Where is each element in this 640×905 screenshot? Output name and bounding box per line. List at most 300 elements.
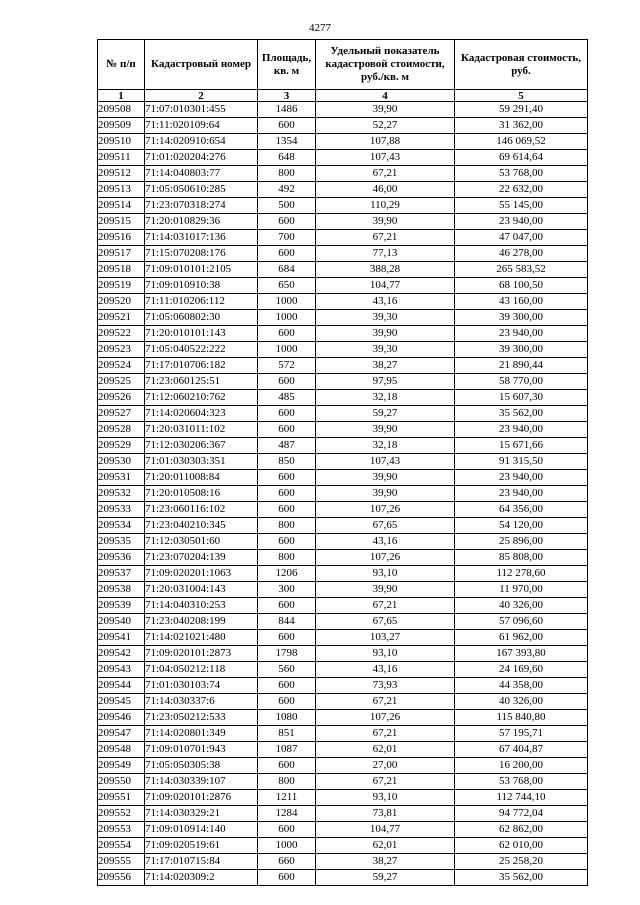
area-cell: 650 bbox=[258, 278, 316, 294]
area-cell: 572 bbox=[258, 358, 316, 374]
table-row bbox=[98, 374, 588, 390]
cadastral-value-table bbox=[97, 39, 588, 886]
area-cell: 684 bbox=[258, 262, 316, 278]
table-row bbox=[98, 358, 588, 374]
row-number-cell: 209547 bbox=[98, 726, 145, 742]
table-row bbox=[98, 694, 588, 710]
area-cell: 600 bbox=[258, 374, 316, 390]
cadastral-value-cell: 58 770,00 bbox=[455, 374, 588, 390]
area-cell: 648 bbox=[258, 150, 316, 166]
cadastral-value-cell: 11 970,00 bbox=[455, 582, 588, 598]
area-cell: 600 bbox=[258, 118, 316, 134]
cadastral-value-cell: 54 120,00 bbox=[455, 518, 588, 534]
cadastral-value-cell: 40 326,00 bbox=[455, 598, 588, 614]
table-row bbox=[98, 390, 588, 406]
row-number-cell: 209540 bbox=[98, 614, 145, 630]
unit-value-cell: 62,01 bbox=[316, 742, 455, 758]
unit-value-cell: 43,16 bbox=[316, 294, 455, 310]
area-cell: 1211 bbox=[258, 790, 316, 806]
row-number-cell: 209535 bbox=[98, 534, 145, 550]
area-cell: 660 bbox=[258, 854, 316, 870]
row-number-cell: 209511 bbox=[98, 150, 145, 166]
table-row bbox=[98, 454, 588, 470]
row-number-cell: 209527 bbox=[98, 406, 145, 422]
area-cell: 700 bbox=[258, 230, 316, 246]
row-number-cell: 209509 bbox=[98, 118, 145, 134]
unit-value-cell: 67,21 bbox=[316, 166, 455, 182]
unit-value-cell: 104,77 bbox=[316, 278, 455, 294]
row-number-cell: 209529 bbox=[98, 438, 145, 454]
table-row bbox=[98, 566, 588, 582]
cadastral-value-cell: 53 768,00 bbox=[455, 774, 588, 790]
table-row bbox=[98, 582, 588, 598]
area-cell: 600 bbox=[258, 534, 316, 550]
area-cell: 1798 bbox=[258, 646, 316, 662]
unit-value-cell: 38,27 bbox=[316, 358, 455, 374]
unit-value-cell: 67,21 bbox=[316, 230, 455, 246]
unit-value-cell: 67,21 bbox=[316, 774, 455, 790]
row-number-cell: 209545 bbox=[98, 694, 145, 710]
cadastral-number-cell: 71:04:050212:118 bbox=[145, 662, 258, 678]
row-number-cell: 209521 bbox=[98, 310, 145, 326]
cadastral-number-cell: 71:12:060210:762 bbox=[145, 390, 258, 406]
area-cell: 500 bbox=[258, 198, 316, 214]
cadastral-number-cell: 71:14:030339:107 bbox=[145, 774, 258, 790]
table-row bbox=[98, 214, 588, 230]
cadastral-number-cell: 71:12:030206:367 bbox=[145, 438, 258, 454]
row-number-cell: 209549 bbox=[98, 758, 145, 774]
row-number-cell: 209550 bbox=[98, 774, 145, 790]
row-number-cell: 209524 bbox=[98, 358, 145, 374]
area-cell: 600 bbox=[258, 326, 316, 342]
unit-value-cell: 39,90 bbox=[316, 470, 455, 486]
header-cadastral-value: Кадастровая стоимость, руб. bbox=[455, 40, 588, 90]
unit-value-cell: 59,27 bbox=[316, 870, 455, 886]
row-number-cell: 209519 bbox=[98, 278, 145, 294]
row-number-cell: 209538 bbox=[98, 582, 145, 598]
row-number-cell: 209548 bbox=[98, 742, 145, 758]
row-number-cell: 209512 bbox=[98, 166, 145, 182]
unit-value-cell: 93,10 bbox=[316, 646, 455, 662]
table-row bbox=[98, 534, 588, 550]
area-cell: 600 bbox=[258, 406, 316, 422]
table-row bbox=[98, 470, 588, 486]
cadastral-value-cell: 112 744,10 bbox=[455, 790, 588, 806]
table-row bbox=[98, 422, 588, 438]
table-row bbox=[98, 854, 588, 870]
table-row bbox=[98, 742, 588, 758]
cadastral-number-cell: 71:07:010301:455 bbox=[145, 102, 258, 118]
cadastral-number-cell: 71:14:030337:6 bbox=[145, 694, 258, 710]
row-number-cell: 209520 bbox=[98, 294, 145, 310]
unit-value-cell: 32,18 bbox=[316, 438, 455, 454]
cadastral-value-cell: 39 300,00 bbox=[455, 310, 588, 326]
area-cell: 600 bbox=[258, 246, 316, 262]
unit-value-cell: 93,10 bbox=[316, 790, 455, 806]
area-cell: 800 bbox=[258, 518, 316, 534]
unit-value-cell: 39,30 bbox=[316, 310, 455, 326]
cadastral-number-cell: 71:05:040522:222 bbox=[145, 342, 258, 358]
table-row bbox=[98, 630, 588, 646]
cadastral-number-cell: 71:20:010508:16 bbox=[145, 486, 258, 502]
cadastral-value-cell: 15 607,30 bbox=[455, 390, 588, 406]
area-cell: 600 bbox=[258, 486, 316, 502]
table-row bbox=[98, 710, 588, 726]
cadastral-number-cell: 71:11:010206:112 bbox=[145, 294, 258, 310]
table-row bbox=[98, 870, 588, 886]
row-number-cell: 209536 bbox=[98, 550, 145, 566]
cadastral-number-cell: 71:09:010101:2105 bbox=[145, 262, 258, 278]
table-row bbox=[98, 262, 588, 278]
cadastral-number-cell: 71:09:010701:943 bbox=[145, 742, 258, 758]
row-number-cell: 209553 bbox=[98, 822, 145, 838]
area-cell: 1000 bbox=[258, 342, 316, 358]
area-cell: 600 bbox=[258, 630, 316, 646]
row-number-cell: 209533 bbox=[98, 502, 145, 518]
table-row bbox=[98, 294, 588, 310]
row-number-cell: 209514 bbox=[98, 198, 145, 214]
table-row bbox=[98, 134, 588, 150]
cadastral-value-cell: 21 890,44 bbox=[455, 358, 588, 374]
unit-value-cell: 107,43 bbox=[316, 454, 455, 470]
cadastral-number-cell: 71:14:040310:253 bbox=[145, 598, 258, 614]
row-number-cell: 209551 bbox=[98, 790, 145, 806]
area-cell: 800 bbox=[258, 550, 316, 566]
cadastral-value-cell: 23 940,00 bbox=[455, 326, 588, 342]
cadastral-value-cell: 23 940,00 bbox=[455, 422, 588, 438]
cadastral-value-cell: 44 358,00 bbox=[455, 678, 588, 694]
cadastral-number-cell: 71:09:020201:1063 bbox=[145, 566, 258, 582]
table-row bbox=[98, 102, 588, 118]
table-row bbox=[98, 662, 588, 678]
cadastral-number-cell: 71:05:060802:30 bbox=[145, 310, 258, 326]
column-number: 2 bbox=[145, 90, 258, 102]
cadastral-value-cell: 35 562,00 bbox=[455, 870, 588, 886]
table-row bbox=[98, 838, 588, 854]
cadastral-number-cell: 71:01:030303:351 bbox=[145, 454, 258, 470]
cadastral-value-cell: 25 258,20 bbox=[455, 854, 588, 870]
unit-value-cell: 46,00 bbox=[316, 182, 455, 198]
row-number-cell: 209552 bbox=[98, 806, 145, 822]
cadastral-number-cell: 71:14:020309:2 bbox=[145, 870, 258, 886]
cadastral-number-cell: 71:14:021021:480 bbox=[145, 630, 258, 646]
row-number-cell: 209508 bbox=[98, 102, 145, 118]
row-number-cell: 209542 bbox=[98, 646, 145, 662]
cadastral-value-cell: 62 010,00 bbox=[455, 838, 588, 854]
cadastral-number-cell: 71:23:060116:102 bbox=[145, 502, 258, 518]
table-row bbox=[98, 118, 588, 134]
cadastral-number-cell: 71:23:040210:345 bbox=[145, 518, 258, 534]
area-cell: 600 bbox=[258, 470, 316, 486]
cadastral-value-cell: 23 940,00 bbox=[455, 214, 588, 230]
cadastral-value-cell: 112 278,60 bbox=[455, 566, 588, 582]
cadastral-value-cell: 67 404,87 bbox=[455, 742, 588, 758]
unit-value-cell: 43,16 bbox=[316, 534, 455, 550]
row-number-cell: 209537 bbox=[98, 566, 145, 582]
area-cell: 600 bbox=[258, 694, 316, 710]
cadastral-value-cell: 31 362,00 bbox=[455, 118, 588, 134]
column-number: 4 bbox=[316, 90, 455, 102]
area-cell: 1284 bbox=[258, 806, 316, 822]
area-cell: 600 bbox=[258, 214, 316, 230]
column-number: 3 bbox=[258, 90, 316, 102]
unit-value-cell: 67,65 bbox=[316, 518, 455, 534]
cadastral-number-cell: 71:09:010914:140 bbox=[145, 822, 258, 838]
table-body bbox=[98, 102, 588, 886]
unit-value-cell: 67,21 bbox=[316, 598, 455, 614]
unit-value-cell: 73,81 bbox=[316, 806, 455, 822]
unit-value-cell: 52,27 bbox=[316, 118, 455, 134]
cadastral-value-cell: 62 862,00 bbox=[455, 822, 588, 838]
unit-value-cell: 39,90 bbox=[316, 326, 455, 342]
cadastral-number-cell: 71:17:010715:84 bbox=[145, 854, 258, 870]
unit-value-cell: 107,26 bbox=[316, 502, 455, 518]
column-number: 1 bbox=[98, 90, 145, 102]
area-cell: 600 bbox=[258, 758, 316, 774]
unit-value-cell: 67,21 bbox=[316, 726, 455, 742]
area-cell: 487 bbox=[258, 438, 316, 454]
table-row bbox=[98, 678, 588, 694]
unit-value-cell: 388,28 bbox=[316, 262, 455, 278]
row-number-cell: 209539 bbox=[98, 598, 145, 614]
table-row bbox=[98, 758, 588, 774]
row-number-cell: 209541 bbox=[98, 630, 145, 646]
cadastral-value-cell: 59 291,40 bbox=[455, 102, 588, 118]
area-cell: 800 bbox=[258, 166, 316, 182]
cadastral-value-cell: 23 940,00 bbox=[455, 486, 588, 502]
unit-value-cell: 39,90 bbox=[316, 582, 455, 598]
area-cell: 1486 bbox=[258, 102, 316, 118]
cadastral-value-cell: 68 100,50 bbox=[455, 278, 588, 294]
unit-value-cell: 110,29 bbox=[316, 198, 455, 214]
row-number-cell: 209534 bbox=[98, 518, 145, 534]
cadastral-number-cell: 71:20:010829:36 bbox=[145, 214, 258, 230]
unit-value-cell: 62,01 bbox=[316, 838, 455, 854]
cadastral-number-cell: 71:14:040803:77 bbox=[145, 166, 258, 182]
unit-value-cell: 67,65 bbox=[316, 614, 455, 630]
row-number-cell: 209528 bbox=[98, 422, 145, 438]
page-number: 4277 bbox=[309, 22, 331, 34]
cadastral-number-cell: 71:20:010101:143 bbox=[145, 326, 258, 342]
area-cell: 800 bbox=[258, 774, 316, 790]
area-cell: 485 bbox=[258, 390, 316, 406]
cadastral-number-cell: 71:05:050610:285 bbox=[145, 182, 258, 198]
cadastral-number-cell: 71:17:010706:182 bbox=[145, 358, 258, 374]
table-row bbox=[98, 278, 588, 294]
area-cell: 1000 bbox=[258, 294, 316, 310]
cadastral-value-cell: 146 069,52 bbox=[455, 134, 588, 150]
column-number: 5 bbox=[455, 90, 588, 102]
table-row bbox=[98, 198, 588, 214]
cadastral-value-cell: 57 195,71 bbox=[455, 726, 588, 742]
table-row bbox=[98, 614, 588, 630]
table-row bbox=[98, 406, 588, 422]
row-number-cell: 209510 bbox=[98, 134, 145, 150]
row-number-cell: 209518 bbox=[98, 262, 145, 278]
row-number-cell: 209555 bbox=[98, 854, 145, 870]
unit-value-cell: 38,27 bbox=[316, 854, 455, 870]
area-cell: 1000 bbox=[258, 310, 316, 326]
unit-value-cell: 39,90 bbox=[316, 486, 455, 502]
cadastral-number-cell: 71:20:011008:84 bbox=[145, 470, 258, 486]
area-cell: 1087 bbox=[258, 742, 316, 758]
table-row bbox=[98, 326, 588, 342]
cadastral-value-cell: 47 047,00 bbox=[455, 230, 588, 246]
cadastral-number-cell: 71:01:030103:74 bbox=[145, 678, 258, 694]
unit-value-cell: 107,26 bbox=[316, 710, 455, 726]
row-number-cell: 209532 bbox=[98, 486, 145, 502]
table-row bbox=[98, 486, 588, 502]
row-number-cell: 209546 bbox=[98, 710, 145, 726]
cadastral-value-cell: 69 614,64 bbox=[455, 150, 588, 166]
table-row bbox=[98, 550, 588, 566]
row-number-cell: 209513 bbox=[98, 182, 145, 198]
table-row bbox=[98, 774, 588, 790]
unit-value-cell: 27,00 bbox=[316, 758, 455, 774]
cadastral-number-cell: 71:20:031011:102 bbox=[145, 422, 258, 438]
row-number-cell: 209544 bbox=[98, 678, 145, 694]
table-row bbox=[98, 166, 588, 182]
table-header bbox=[98, 40, 588, 102]
header-unit-value: Удельный показатель кадастровой стоимости, руб./кв. м bbox=[316, 40, 455, 90]
cadastral-number-cell: 71:14:031017:136 bbox=[145, 230, 258, 246]
area-cell: 300 bbox=[258, 582, 316, 598]
cadastral-value-cell: 25 896,00 bbox=[455, 534, 588, 550]
cadastral-number-cell: 71:23:040208:199 bbox=[145, 614, 258, 630]
area-cell: 492 bbox=[258, 182, 316, 198]
area-cell: 1354 bbox=[258, 134, 316, 150]
row-number-cell: 209515 bbox=[98, 214, 145, 230]
area-cell: 1206 bbox=[258, 566, 316, 582]
table-row bbox=[98, 790, 588, 806]
column-number-row bbox=[98, 90, 588, 102]
row-number-cell: 209526 bbox=[98, 390, 145, 406]
row-number-cell: 209525 bbox=[98, 374, 145, 390]
table-row bbox=[98, 806, 588, 822]
cadastral-value-cell: 24 169,60 bbox=[455, 662, 588, 678]
cadastral-value-cell: 15 671,66 bbox=[455, 438, 588, 454]
area-cell: 850 bbox=[258, 454, 316, 470]
table-row bbox=[98, 438, 588, 454]
cadastral-value-cell: 43 160,00 bbox=[455, 294, 588, 310]
cadastral-number-cell: 71:09:020101:2873 bbox=[145, 646, 258, 662]
cadastral-number-cell: 71:20:031004:143 bbox=[145, 582, 258, 598]
cadastral-value-cell: 16 200,00 bbox=[455, 758, 588, 774]
unit-value-cell: 43,16 bbox=[316, 662, 455, 678]
unit-value-cell: 73,93 bbox=[316, 678, 455, 694]
row-number-cell: 209516 bbox=[98, 230, 145, 246]
unit-value-cell: 59,27 bbox=[316, 406, 455, 422]
cadastral-number-cell: 71:11:020109:64 bbox=[145, 118, 258, 134]
table-row bbox=[98, 182, 588, 198]
unit-value-cell: 103,27 bbox=[316, 630, 455, 646]
cadastral-value-cell: 53 768,00 bbox=[455, 166, 588, 182]
area-cell: 600 bbox=[258, 870, 316, 886]
cadastral-number-cell: 71:23:070204:139 bbox=[145, 550, 258, 566]
cadastral-value-cell: 115 840,80 bbox=[455, 710, 588, 726]
area-cell: 851 bbox=[258, 726, 316, 742]
row-number-cell: 209556 bbox=[98, 870, 145, 886]
table-row bbox=[98, 150, 588, 166]
cadastral-number-cell: 71:15:070208:176 bbox=[145, 246, 258, 262]
unit-value-cell: 107,26 bbox=[316, 550, 455, 566]
cadastral-value-cell: 46 278,00 bbox=[455, 246, 588, 262]
unit-value-cell: 77,13 bbox=[316, 246, 455, 262]
cadastral-value-cell: 91 315,50 bbox=[455, 454, 588, 470]
cadastral-number-cell: 71:05:050305:38 bbox=[145, 758, 258, 774]
table-row bbox=[98, 598, 588, 614]
cadastral-value-cell: 22 632,00 bbox=[455, 182, 588, 198]
area-cell: 600 bbox=[258, 678, 316, 694]
unit-value-cell: 67,21 bbox=[316, 694, 455, 710]
unit-value-cell: 104,77 bbox=[316, 822, 455, 838]
header-cadastral-number: Кадастровый номер bbox=[145, 40, 258, 90]
cadastral-number-cell: 71:14:020604:323 bbox=[145, 406, 258, 422]
row-number-cell: 209523 bbox=[98, 342, 145, 358]
cadastral-value-cell: 55 145,00 bbox=[455, 198, 588, 214]
row-number-cell: 209531 bbox=[98, 470, 145, 486]
header-area: Площадь, кв. м bbox=[258, 40, 316, 90]
cadastral-number-cell: 71:14:030329:21 bbox=[145, 806, 258, 822]
area-cell: 560 bbox=[258, 662, 316, 678]
table-row bbox=[98, 246, 588, 262]
cadastral-value-cell: 64 356,00 bbox=[455, 502, 588, 518]
row-number-cell: 209530 bbox=[98, 454, 145, 470]
cadastral-number-cell: 71:23:060125:51 bbox=[145, 374, 258, 390]
table-row bbox=[98, 646, 588, 662]
cadastral-number-cell: 71:09:020519:61 bbox=[145, 838, 258, 854]
row-number-cell: 209554 bbox=[98, 838, 145, 854]
unit-value-cell: 93,10 bbox=[316, 566, 455, 582]
cadastral-value-cell: 35 562,00 bbox=[455, 406, 588, 422]
cadastral-value-cell: 94 772,04 bbox=[455, 806, 588, 822]
cadastral-value-cell: 40 326,00 bbox=[455, 694, 588, 710]
cadastral-value-cell: 61 962,00 bbox=[455, 630, 588, 646]
table-row bbox=[98, 518, 588, 534]
cadastral-number-cell: 71:14:020801:349 bbox=[145, 726, 258, 742]
unit-value-cell: 107,43 bbox=[316, 150, 455, 166]
unit-value-cell: 32,18 bbox=[316, 390, 455, 406]
area-cell: 1000 bbox=[258, 838, 316, 854]
cadastral-value-cell: 85 808,00 bbox=[455, 550, 588, 566]
cadastral-number-cell: 71:09:010910:38 bbox=[145, 278, 258, 294]
table-row bbox=[98, 230, 588, 246]
row-number-cell: 209517 bbox=[98, 246, 145, 262]
table-row bbox=[98, 342, 588, 358]
header-row-number: № п/п bbox=[98, 40, 145, 90]
cadastral-value-cell: 39 300,00 bbox=[455, 342, 588, 358]
unit-value-cell: 39,30 bbox=[316, 342, 455, 358]
unit-value-cell: 107,88 bbox=[316, 134, 455, 150]
row-number-cell: 209543 bbox=[98, 662, 145, 678]
unit-value-cell: 39,90 bbox=[316, 214, 455, 230]
header-row bbox=[98, 40, 588, 90]
row-number-cell: 209522 bbox=[98, 326, 145, 342]
cadastral-number-cell: 71:23:070318:274 bbox=[145, 198, 258, 214]
cadastral-value-cell: 167 393,80 bbox=[455, 646, 588, 662]
cadastral-number-cell: 71:09:020101:2876 bbox=[145, 790, 258, 806]
table-row bbox=[98, 822, 588, 838]
cadastral-value-cell: 57 096,60 bbox=[455, 614, 588, 630]
unit-value-cell: 39,90 bbox=[316, 422, 455, 438]
unit-value-cell: 97,95 bbox=[316, 374, 455, 390]
area-cell: 600 bbox=[258, 598, 316, 614]
table-row bbox=[98, 310, 588, 326]
table-row bbox=[98, 502, 588, 518]
cadastral-number-cell: 71:01:020204:276 bbox=[145, 150, 258, 166]
area-cell: 600 bbox=[258, 422, 316, 438]
unit-value-cell: 39,90 bbox=[316, 102, 455, 118]
